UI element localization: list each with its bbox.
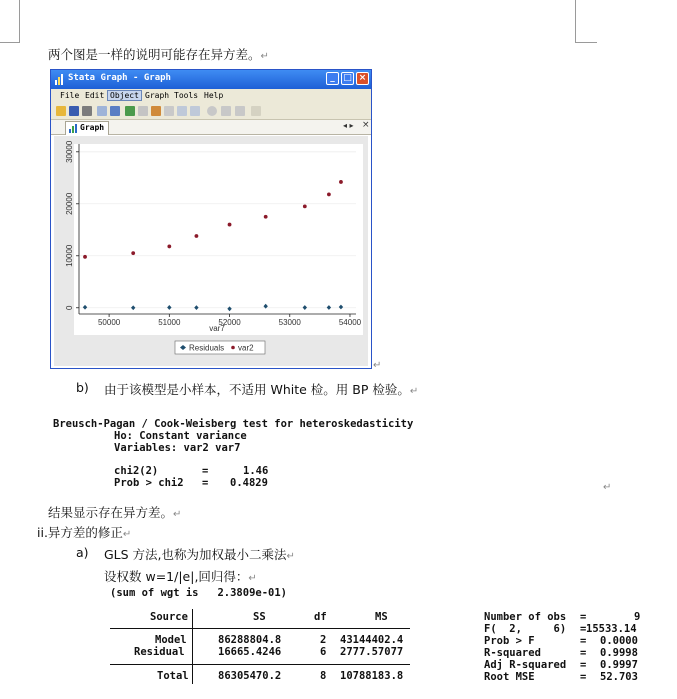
- crop-mark-top-right-h: [575, 42, 597, 43]
- anova-total-ss: 86305470.2: [218, 670, 282, 682]
- table-rule: [110, 628, 192, 629]
- paragraph-mark-icon: ↵: [122, 529, 132, 540]
- anova-total-df: 8: [320, 670, 327, 682]
- tab-graph[interactable]: Graph: [65, 121, 109, 135]
- crop-mark-top-right-v: [575, 0, 576, 42]
- stat-eq-adjr2: =: [580, 659, 587, 671]
- stat-value-nobs: 9: [634, 611, 641, 623]
- bp-chi2-label: chi2(2): [114, 465, 159, 477]
- maximize-button[interactable]: □: [341, 72, 354, 85]
- anova-header-ms: MS: [375, 611, 388, 623]
- anova-residual-df: 6: [320, 646, 327, 658]
- bp-chi2-equals: =: [202, 465, 209, 477]
- item-b-paragraph: 由于该模型是小样本，不适用 White 检。用 BP 检验。↵: [104, 382, 419, 397]
- var2-point: [131, 251, 135, 255]
- var2-point: [195, 234, 199, 238]
- anova-header-source: Source: [150, 611, 188, 623]
- paragraph-mark-icon: ↵: [173, 509, 182, 520]
- stat-value-f: 15533.14: [586, 623, 637, 635]
- table-rule: [192, 664, 410, 665]
- bp-test-hypothesis: Ho: Constant variance: [114, 430, 247, 442]
- menu-help[interactable]: Help: [204, 91, 224, 100]
- legend-var2-marker: [231, 346, 235, 350]
- stat-value-r2: 0.9998: [600, 647, 638, 659]
- copy-icon[interactable]: [97, 106, 107, 116]
- stata-graph-icon: [55, 74, 65, 85]
- stat-value-rmse: 52.703: [600, 671, 638, 683]
- x-tick-label: 51000: [158, 318, 181, 327]
- stata-graph-window: [50, 69, 372, 369]
- intro-paragraph: 两个图是一样的说明可能存在异方差。↵: [48, 47, 269, 62]
- bp-test-variables: Variables: var2 var7: [114, 442, 241, 454]
- stat-eq-probf: =: [580, 635, 587, 647]
- legend-var2-label: var2: [238, 343, 254, 353]
- stat-eq-r2: =: [580, 647, 587, 659]
- tab-close-icon[interactable]: ×: [362, 120, 370, 130]
- crop-mark-top-left-h: [0, 42, 20, 43]
- item-a-marker: a): [76, 545, 89, 560]
- pointer-icon[interactable]: [151, 106, 161, 116]
- play-icon[interactable]: [235, 106, 245, 116]
- y-tick-label: 10000: [65, 244, 74, 267]
- menu-bar: [51, 89, 371, 103]
- item-b-marker: b): [76, 380, 89, 395]
- anova-total-ms: 10788183.8: [340, 670, 404, 682]
- paragraph-mark-icon: ↵: [603, 482, 612, 493]
- anova-residual-ms: 2777.57077: [340, 646, 404, 658]
- stat-value-probf: 0.0000: [600, 635, 638, 647]
- table-rule: [192, 628, 410, 629]
- section-heading: ii.异方差的修正↵: [37, 525, 132, 540]
- tab-scroll-icon[interactable]: ◂ ▸: [343, 121, 354, 130]
- graph-editor-icon[interactable]: [125, 106, 135, 116]
- x-tick-label: 54000: [338, 318, 362, 327]
- crop-mark-top-left-v: [19, 0, 20, 42]
- anova-total-source: Total: [157, 670, 189, 682]
- stat-value-adjr2: 0.9997: [600, 659, 638, 671]
- toolbar-overflow-icon[interactable]: [251, 106, 261, 116]
- window-titlebar[interactable]: [51, 70, 371, 89]
- graph-tab-icon: [69, 124, 78, 133]
- menu-file[interactable]: File: [60, 91, 80, 100]
- bp-prob-value: 0.4829: [230, 477, 268, 489]
- weight-paragraph: 设权数 w=1/|e|,回归得：↵: [104, 569, 257, 584]
- result-paragraph: 结果显示存在异方差。↵: [48, 505, 182, 520]
- stat-label-nobs: Number of obs: [484, 611, 567, 623]
- menu-tools[interactable]: Tools: [174, 91, 199, 100]
- undo-icon[interactable]: [177, 106, 187, 116]
- anova-model-df: 2: [320, 634, 327, 646]
- record-icon[interactable]: [207, 106, 217, 116]
- paste-icon[interactable]: [110, 106, 120, 116]
- toolbar: [51, 103, 371, 120]
- plot-region: [74, 144, 363, 335]
- stat-eq-nobs: =: [580, 611, 587, 623]
- var2-point: [83, 255, 87, 259]
- bp-test-title: Breusch-Pagan / Cook-Weisberg test for heteroskedasticity: [53, 418, 414, 430]
- anova-residual-source: Residual: [134, 646, 185, 658]
- paragraph-mark-icon: ↵: [248, 573, 257, 584]
- y-tick-label: 30000: [65, 140, 74, 163]
- paragraph-mark-icon: ↵: [286, 551, 295, 562]
- sum-of-weights: (sum of wgt is 2.3809e-01): [110, 587, 288, 599]
- anova-residual-ss: 16665.4246: [218, 646, 282, 658]
- paragraph-mark-icon: ↵: [260, 51, 269, 62]
- stat-label-adjr2: Adj R-squared: [484, 659, 567, 671]
- select-icon[interactable]: [138, 106, 148, 116]
- paragraph-mark-icon: ↵: [373, 360, 382, 371]
- stat-label-rmse: Root MSE: [484, 671, 535, 683]
- item-a-paragraph: GLS 方法,也称为加权最小二乘法↵: [104, 547, 295, 562]
- var2-point: [303, 204, 307, 208]
- window-title: Stata Graph - Graph: [68, 73, 171, 83]
- x-axis-label: var7: [209, 324, 225, 333]
- table-divider: [192, 609, 193, 684]
- x-tick-label: 50000: [97, 318, 121, 327]
- table-rule: [110, 664, 192, 665]
- var2-point: [327, 193, 331, 197]
- open-icon[interactable]: [56, 106, 66, 116]
- x-tick-label: 52000: [218, 318, 241, 327]
- var2-point: [339, 180, 343, 184]
- bp-prob-label: Prob > chi2: [114, 477, 184, 489]
- anova-header-ss: SS: [253, 611, 266, 623]
- y-tick-label: 20000: [65, 192, 74, 215]
- x-tick-label: 53000: [278, 318, 301, 327]
- bp-chi2-value: 1.46: [243, 465, 269, 477]
- minimize-button[interactable]: _: [326, 72, 339, 85]
- stat-eq-f: =: [580, 623, 587, 635]
- anova-model-source: Model: [155, 634, 187, 646]
- stat-eq-rmse: =: [580, 671, 587, 683]
- anova-header-df: df: [314, 611, 327, 623]
- line-icon[interactable]: [164, 106, 174, 116]
- var2-point: [228, 223, 232, 227]
- y-tick-label: 0: [65, 305, 74, 310]
- close-button[interactable]: ×: [356, 72, 369, 85]
- paragraph-mark-icon: ↵: [409, 386, 419, 397]
- menu-edit[interactable]: Edit: [85, 91, 105, 100]
- anova-model-ss: 86288804.8: [218, 634, 282, 646]
- var2-point: [167, 245, 171, 249]
- print-icon[interactable]: [82, 106, 92, 116]
- menu-graph[interactable]: Graph: [145, 91, 170, 100]
- stat-label-f: F( 2, 6): [484, 623, 567, 635]
- tab-bar: [51, 120, 371, 135]
- redo-icon[interactable]: [190, 106, 200, 116]
- scatter-chart: [54, 136, 368, 366]
- anova-model-ms: 43144402.4: [340, 634, 404, 646]
- menu-object[interactable]: Object: [107, 90, 142, 101]
- stat-label-probf: Prob > F: [484, 635, 535, 647]
- bp-prob-equals: =: [202, 477, 209, 489]
- legend-residuals-label: Residuals: [189, 343, 225, 353]
- graph-area: [54, 136, 368, 366]
- stat-label-r2: R-squared: [484, 647, 541, 659]
- var2-point: [264, 215, 268, 219]
- pause-icon[interactable]: [221, 106, 231, 116]
- save-icon[interactable]: [69, 106, 79, 116]
